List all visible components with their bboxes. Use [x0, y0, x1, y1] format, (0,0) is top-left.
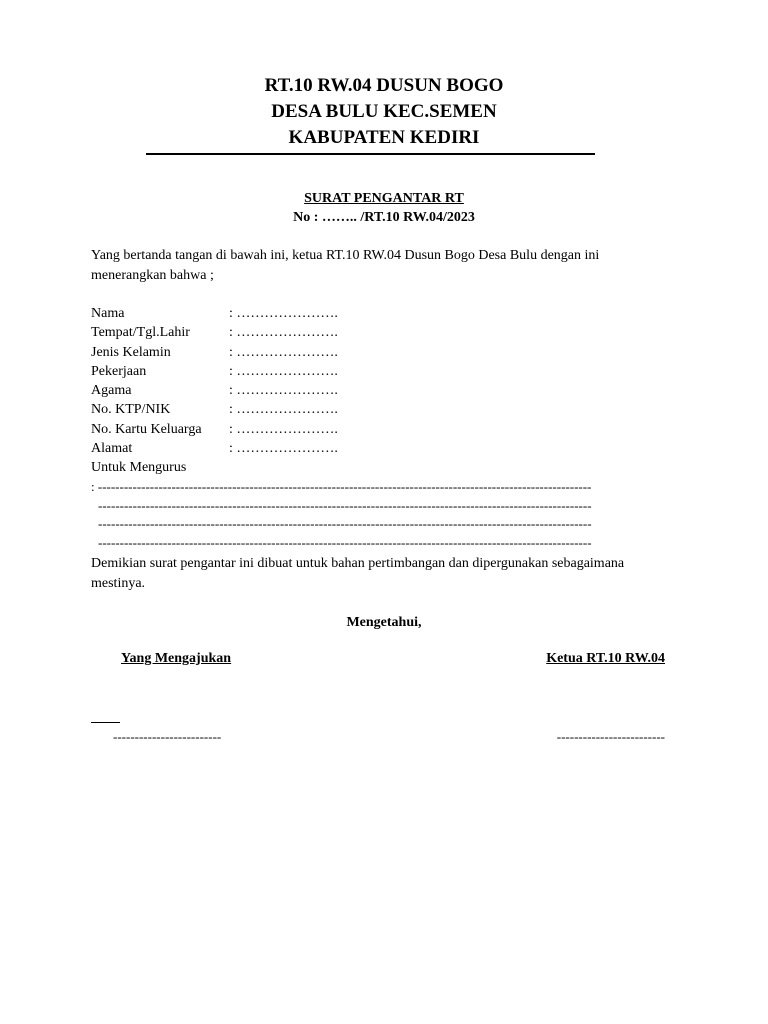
field-label: Jenis Kelamin	[91, 344, 171, 360]
field-row-gender	[91, 343, 671, 362]
field-label: No. KTP/NIK	[91, 402, 171, 418]
field-label: Pekerjaan	[91, 363, 147, 379]
identity-fields	[91, 304, 671, 478]
field-label: Agama	[91, 383, 132, 399]
purpose-line: ------------------------------------------------------------------------------------------------------------------	[98, 497, 592, 513]
closing-paragraph: Demikian surat pengantar ini dibuat untuk bahan pertimbangan dan dipergunakan sebagaimana mestinya.	[91, 556, 625, 591]
purpose-label-row	[91, 458, 671, 477]
field-row-religion	[91, 381, 671, 400]
field-row-occupation	[91, 362, 671, 381]
field-value: : ………………….	[229, 306, 338, 321]
field-label: Alamat	[91, 441, 133, 457]
field-label: No. Kartu Keluarga	[91, 421, 202, 437]
letterhead	[0, 73, 768, 151]
field-value: : ………………….	[229, 325, 338, 341]
purpose-fill-lines	[91, 478, 671, 552]
field-label: Tempat/Tgl.Lahir	[91, 325, 190, 341]
acknowledge-label: Mengetahui,	[346, 615, 422, 630]
rt-head-signature-line: -------------------------	[556, 729, 665, 744]
field-value: : ………………….	[229, 421, 338, 437]
purpose-label: Untuk Mengurus	[91, 460, 187, 476]
purpose-line: ------------------------------------------------------------------------------------------------------------------	[98, 534, 592, 550]
short-underline	[91, 722, 120, 723]
field-row-nik	[91, 400, 671, 419]
field-value: : ………………….	[229, 383, 338, 399]
rt-head-signature-title: Ketua RT.10 RW.04	[546, 651, 665, 666]
letterhead-line-3: KABUPATEN KEDIRI	[288, 127, 480, 148]
letter-title-block	[0, 189, 768, 227]
intro-paragraph: Yang bertanda tangan di bawah ini, ketua RT.10 RW.04 Dusun Bogo Desa Bulu dengan ini menerangkan bahwa ;	[91, 248, 600, 283]
letter-title: SURAT PENGANTAR RT	[304, 191, 464, 206]
field-row-family-card	[91, 420, 671, 439]
field-value: : ………………….	[229, 344, 338, 360]
purpose-line: : ------------------------------------------------------------------------------------------------------------------	[91, 479, 592, 494]
purpose-line: ------------------------------------------------------------------------------------------------------------------	[98, 516, 592, 531]
letterhead-line-1: RT.10 RW.04 DUSUN BOGO	[264, 75, 504, 96]
letterhead-divider	[146, 153, 595, 155]
field-value: : ………………….	[229, 363, 338, 379]
field-row-name	[91, 304, 671, 323]
letter-number: No : …….. /RT.10 RW.04/2023	[293, 210, 475, 225]
applicant-signature-line: -------------------------	[113, 729, 222, 744]
letterhead-line-2: DESA BULU KEC.SEMEN	[271, 101, 497, 122]
field-value: : ………………….	[229, 441, 338, 457]
applicant-signature-title: Yang Mengajukan	[121, 651, 232, 666]
field-row-birth	[91, 323, 671, 342]
field-value: : ………………….	[229, 402, 338, 418]
field-label: Nama	[91, 306, 125, 321]
field-row-address	[91, 439, 671, 458]
